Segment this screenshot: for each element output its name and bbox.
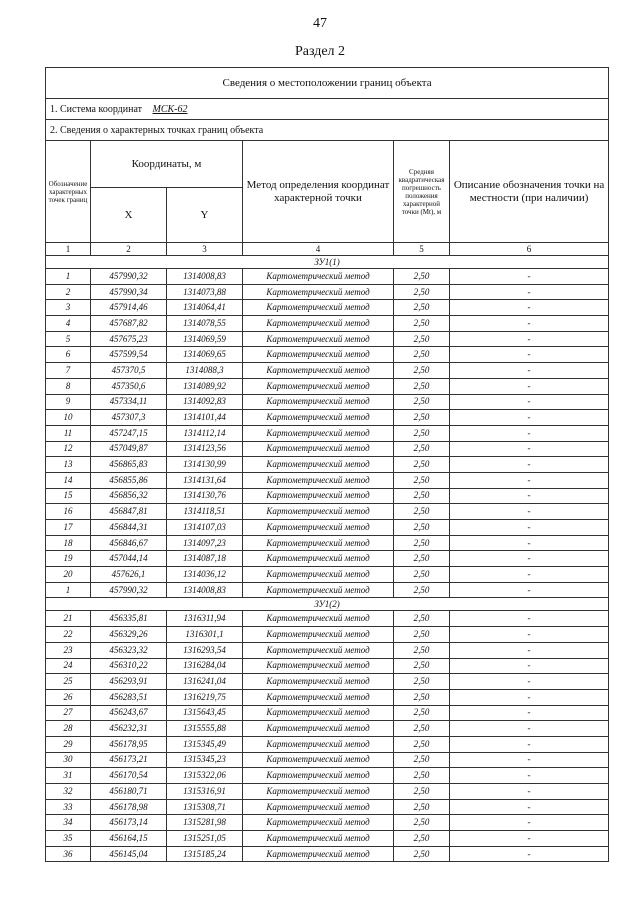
- table-row: [46, 457, 609, 473]
- group-name: ЗУ1(1): [46, 256, 609, 269]
- x-cell: 456178,98: [91, 799, 167, 815]
- y-cell: 1314123,56: [167, 441, 243, 457]
- mt-cell: 2,50: [394, 410, 450, 426]
- description-cell: -: [450, 721, 609, 737]
- method-cell: Картометрический метод: [243, 721, 394, 737]
- description-cell: -: [450, 799, 609, 815]
- point-id-cell: 30: [46, 752, 91, 768]
- x-cell: 457626,1: [91, 567, 167, 583]
- x-cell: 456180,71: [91, 784, 167, 800]
- method-cell: Картометрический метод: [243, 551, 394, 567]
- description-cell: -: [450, 425, 609, 441]
- y-cell: 1314036,12: [167, 567, 243, 583]
- description-cell: -: [450, 642, 609, 658]
- table-row: [46, 611, 609, 627]
- table-row: [46, 567, 609, 583]
- mt-cell: 2,50: [394, 488, 450, 504]
- method-cell: Картометрический метод: [243, 410, 394, 426]
- col-number: 4: [243, 243, 394, 256]
- table-row: [46, 535, 609, 551]
- col-number: 5: [394, 243, 450, 256]
- mt-cell: 2,50: [394, 582, 450, 598]
- coordinate-system-label: 1. Система координат: [50, 103, 143, 115]
- table-title: Сведения о местоположении границ объекта: [46, 68, 609, 99]
- method-cell: Картометрический метод: [243, 269, 394, 285]
- point-id-cell: 24: [46, 658, 91, 674]
- point-id-cell: 19: [46, 551, 91, 567]
- table-row: [46, 642, 609, 658]
- method-cell: Картометрический метод: [243, 441, 394, 457]
- method-cell: Картометрический метод: [243, 784, 394, 800]
- page-number: 47: [313, 16, 327, 31]
- point-id-cell: 28: [46, 721, 91, 737]
- x-cell: 457049,87: [91, 441, 167, 457]
- description-cell: -: [450, 363, 609, 379]
- method-cell: Картометрический метод: [243, 567, 394, 583]
- y-cell: 1315345,23: [167, 752, 243, 768]
- description-cell: -: [450, 347, 609, 363]
- point-id-cell: 26: [46, 689, 91, 705]
- description-cell: -: [450, 674, 609, 690]
- header-x: X: [91, 188, 167, 243]
- col-number: 6: [450, 243, 609, 256]
- point-id-cell: 31: [46, 768, 91, 784]
- y-cell: 1314097,23: [167, 535, 243, 551]
- description-cell: -: [450, 520, 609, 536]
- description-cell: -: [450, 331, 609, 347]
- method-cell: Картометрический метод: [243, 284, 394, 300]
- col-number: 2: [91, 243, 167, 256]
- y-cell: 1315308,71: [167, 799, 243, 815]
- table-row: [46, 784, 609, 800]
- y-cell: 1314008,83: [167, 269, 243, 285]
- method-cell: Картометрический метод: [243, 520, 394, 536]
- x-cell: 456847,81: [91, 504, 167, 520]
- description-cell: -: [450, 410, 609, 426]
- description-cell: -: [450, 627, 609, 643]
- boundary-table: [45, 67, 609, 862]
- mt-cell: 2,50: [394, 535, 450, 551]
- point-id-cell: 1: [46, 269, 91, 285]
- mt-cell: 2,50: [394, 347, 450, 363]
- x-cell: 456865,83: [91, 457, 167, 473]
- method-cell: Картометрический метод: [243, 689, 394, 705]
- description-cell: -: [450, 736, 609, 752]
- point-id-cell: 10: [46, 410, 91, 426]
- y-cell: 1315643,45: [167, 705, 243, 721]
- y-cell: 1315322,06: [167, 768, 243, 784]
- point-id-cell: 18: [46, 535, 91, 551]
- description-cell: -: [450, 784, 609, 800]
- description-cell: -: [450, 551, 609, 567]
- mt-cell: 2,50: [394, 768, 450, 784]
- y-cell: 1316293,54: [167, 642, 243, 658]
- description-cell: -: [450, 300, 609, 316]
- mt-cell: 2,50: [394, 627, 450, 643]
- description-cell: -: [450, 582, 609, 598]
- table-row: [46, 425, 609, 441]
- mt-cell: 2,50: [394, 441, 450, 457]
- y-cell: 1314064,41: [167, 300, 243, 316]
- description-cell: -: [450, 441, 609, 457]
- y-cell: 1314112,14: [167, 425, 243, 441]
- x-cell: 457990,32: [91, 582, 167, 598]
- description-cell: -: [450, 394, 609, 410]
- description-cell: -: [450, 846, 609, 862]
- x-cell: 456293,91: [91, 674, 167, 690]
- table-row: [46, 504, 609, 520]
- x-cell: 456173,14: [91, 815, 167, 831]
- table-row: [46, 378, 609, 394]
- x-cell: 457687,82: [91, 316, 167, 332]
- description-cell: -: [450, 752, 609, 768]
- x-cell: 456855,86: [91, 472, 167, 488]
- x-cell: 456335,81: [91, 611, 167, 627]
- mt-cell: 2,50: [394, 784, 450, 800]
- table-row: [46, 721, 609, 737]
- mt-cell: 2,50: [394, 721, 450, 737]
- method-cell: Картометрический метод: [243, 347, 394, 363]
- point-id-cell: 36: [46, 846, 91, 862]
- point-id-cell: 7: [46, 363, 91, 379]
- x-cell: 457307,3: [91, 410, 167, 426]
- table-row: [46, 441, 609, 457]
- group-row: [46, 598, 609, 611]
- method-cell: Картометрический метод: [243, 316, 394, 332]
- point-id-cell: 5: [46, 331, 91, 347]
- point-id-cell: 34: [46, 815, 91, 831]
- method-cell: Картометрический метод: [243, 768, 394, 784]
- y-cell: 1315345,49: [167, 736, 243, 752]
- x-cell: 457990,32: [91, 269, 167, 285]
- mt-cell: 2,50: [394, 736, 450, 752]
- y-cell: 1314130,99: [167, 457, 243, 473]
- table-row: [46, 284, 609, 300]
- y-cell: 1315555,88: [167, 721, 243, 737]
- table-row: [46, 815, 609, 831]
- description-cell: -: [450, 535, 609, 551]
- header-mt: Средняя квадратическая погрешность положения характерной точки (Mt), м: [394, 141, 450, 243]
- x-cell: 457675,23: [91, 331, 167, 347]
- description-cell: -: [450, 689, 609, 705]
- method-cell: Картометрический метод: [243, 846, 394, 862]
- table-row: [46, 472, 609, 488]
- table-row: [46, 658, 609, 674]
- y-cell: 1315251,05: [167, 831, 243, 847]
- point-id-cell: 23: [46, 642, 91, 658]
- mt-cell: 2,50: [394, 642, 450, 658]
- section-heading: Раздел 2: [294, 44, 346, 59]
- mt-cell: 2,50: [394, 674, 450, 690]
- header-method: Метод определения координат характерной точки: [243, 141, 394, 243]
- method-cell: Картометрический метод: [243, 457, 394, 473]
- y-cell: 1314088,3: [167, 363, 243, 379]
- x-cell: 457044,14: [91, 551, 167, 567]
- point-id-cell: 8: [46, 378, 91, 394]
- mt-cell: 2,50: [394, 658, 450, 674]
- method-cell: Картометрический метод: [243, 831, 394, 847]
- y-cell: 1314073,88: [167, 284, 243, 300]
- description-cell: -: [450, 316, 609, 332]
- point-id-cell: 1: [46, 582, 91, 598]
- table-row: [46, 799, 609, 815]
- x-cell: 456844,31: [91, 520, 167, 536]
- mt-cell: 2,50: [394, 472, 450, 488]
- mt-cell: 2,50: [394, 815, 450, 831]
- header-description: Описание обозначения точки на местности (при наличии): [450, 141, 609, 243]
- table-row: [46, 768, 609, 784]
- y-cell: 1314118,51: [167, 504, 243, 520]
- method-cell: Картометрический метод: [243, 425, 394, 441]
- mt-cell: 2,50: [394, 504, 450, 520]
- table-row: [46, 551, 609, 567]
- description-cell: -: [450, 504, 609, 520]
- description-cell: -: [450, 269, 609, 285]
- method-cell: Картометрический метод: [243, 378, 394, 394]
- mt-cell: 2,50: [394, 520, 450, 536]
- x-cell: 457914,46: [91, 300, 167, 316]
- mt-cell: 2,50: [394, 363, 450, 379]
- y-cell: 1314131,64: [167, 472, 243, 488]
- mt-cell: 2,50: [394, 567, 450, 583]
- y-cell: 1314101,44: [167, 410, 243, 426]
- table-row: [46, 627, 609, 643]
- point-id-cell: 4: [46, 316, 91, 332]
- mt-cell: 2,50: [394, 269, 450, 285]
- description-cell: -: [450, 284, 609, 300]
- header-coordinates: Координаты, м: [91, 141, 243, 188]
- method-cell: Картометрический метод: [243, 472, 394, 488]
- x-cell: 457247,15: [91, 425, 167, 441]
- description-cell: -: [450, 472, 609, 488]
- table-row: [46, 331, 609, 347]
- description-cell: -: [450, 567, 609, 583]
- point-id-cell: 25: [46, 674, 91, 690]
- point-id-cell: 12: [46, 441, 91, 457]
- col-number: 3: [167, 243, 243, 256]
- point-id-cell: 32: [46, 784, 91, 800]
- point-id-cell: 6: [46, 347, 91, 363]
- description-cell: -: [450, 658, 609, 674]
- method-cell: Картометрический метод: [243, 799, 394, 815]
- table-row: [46, 831, 609, 847]
- table-row: [46, 674, 609, 690]
- y-cell: 1314089,92: [167, 378, 243, 394]
- table-row: [46, 736, 609, 752]
- table-row: [46, 300, 609, 316]
- point-id-cell: 2: [46, 284, 91, 300]
- x-cell: 456178,95: [91, 736, 167, 752]
- y-cell: 1315185,24: [167, 846, 243, 862]
- method-cell: Картометрический метод: [243, 752, 394, 768]
- point-id-cell: 11: [46, 425, 91, 441]
- coordinate-system-value: МСК-62: [152, 103, 188, 115]
- point-id-cell: 3: [46, 300, 91, 316]
- method-cell: Картометрический метод: [243, 627, 394, 643]
- mt-cell: 2,50: [394, 551, 450, 567]
- point-id-cell: 22: [46, 627, 91, 643]
- points-section-label: 2. Сведения о характерных точках границ объекта: [46, 120, 609, 141]
- description-cell: -: [450, 831, 609, 847]
- point-id-cell: 16: [46, 504, 91, 520]
- mt-cell: 2,50: [394, 752, 450, 768]
- mt-cell: 2,50: [394, 300, 450, 316]
- mt-cell: 2,50: [394, 378, 450, 394]
- method-cell: Картометрический метод: [243, 394, 394, 410]
- y-cell: 1314008,83: [167, 582, 243, 598]
- method-cell: Картометрический метод: [243, 504, 394, 520]
- group-row: [46, 256, 609, 269]
- mt-cell: 2,50: [394, 611, 450, 627]
- x-cell: 456170,54: [91, 768, 167, 784]
- table-row: [46, 316, 609, 332]
- mt-cell: 2,50: [394, 316, 450, 332]
- y-cell: 1314130,76: [167, 488, 243, 504]
- method-cell: Картометрический метод: [243, 535, 394, 551]
- y-cell: 1316301,1: [167, 627, 243, 643]
- y-cell: 1315316,91: [167, 784, 243, 800]
- x-cell: 456310,22: [91, 658, 167, 674]
- table-row: [46, 410, 609, 426]
- point-id-cell: 13: [46, 457, 91, 473]
- point-id-cell: 9: [46, 394, 91, 410]
- description-cell: -: [450, 457, 609, 473]
- point-id-cell: 27: [46, 705, 91, 721]
- x-cell: 456856,32: [91, 488, 167, 504]
- group-name: ЗУ1(2): [46, 598, 609, 611]
- method-cell: Картометрический метод: [243, 736, 394, 752]
- y-cell: 1314069,59: [167, 331, 243, 347]
- table-row: [46, 689, 609, 705]
- mt-cell: 2,50: [394, 799, 450, 815]
- mt-cell: 2,50: [394, 705, 450, 721]
- x-cell: 457990,34: [91, 284, 167, 300]
- header-y: Y: [167, 188, 243, 243]
- method-cell: Картометрический метод: [243, 674, 394, 690]
- y-cell: 1314107,03: [167, 520, 243, 536]
- description-cell: -: [450, 705, 609, 721]
- description-cell: -: [450, 488, 609, 504]
- table-row: [46, 752, 609, 768]
- method-cell: Картометрический метод: [243, 815, 394, 831]
- x-cell: 457350,6: [91, 378, 167, 394]
- point-id-cell: 17: [46, 520, 91, 536]
- x-cell: 457599,54: [91, 347, 167, 363]
- mt-cell: 2,50: [394, 284, 450, 300]
- x-cell: 457334,11: [91, 394, 167, 410]
- y-cell: 1314092,83: [167, 394, 243, 410]
- point-id-cell: 29: [46, 736, 91, 752]
- mt-cell: 2,50: [394, 689, 450, 705]
- y-cell: 1314087,18: [167, 551, 243, 567]
- x-cell: 456164,15: [91, 831, 167, 847]
- method-cell: Картометрический метод: [243, 331, 394, 347]
- point-id-cell: 14: [46, 472, 91, 488]
- table-row: [46, 394, 609, 410]
- table-row: [46, 582, 609, 598]
- table-row: [46, 705, 609, 721]
- method-cell: Картометрический метод: [243, 642, 394, 658]
- y-cell: 1316219,75: [167, 689, 243, 705]
- mt-cell: 2,50: [394, 831, 450, 847]
- col-number: 1: [46, 243, 91, 256]
- method-cell: Картометрический метод: [243, 363, 394, 379]
- x-cell: 456323,32: [91, 642, 167, 658]
- method-cell: Картометрический метод: [243, 300, 394, 316]
- x-cell: 456232,31: [91, 721, 167, 737]
- table-row: [46, 846, 609, 862]
- table-row: [46, 520, 609, 536]
- point-id-cell: 33: [46, 799, 91, 815]
- description-cell: -: [450, 611, 609, 627]
- method-cell: Картометрический метод: [243, 705, 394, 721]
- point-id-cell: 35: [46, 831, 91, 847]
- x-cell: 457370,5: [91, 363, 167, 379]
- mt-cell: 2,50: [394, 331, 450, 347]
- method-cell: Картометрический метод: [243, 658, 394, 674]
- y-cell: 1315281,98: [167, 815, 243, 831]
- x-cell: 456283,51: [91, 689, 167, 705]
- coordinate-system-row: [46, 99, 609, 120]
- table-row: [46, 347, 609, 363]
- x-cell: 456243,67: [91, 705, 167, 721]
- y-cell: 1314078,55: [167, 316, 243, 332]
- y-cell: 1314069,65: [167, 347, 243, 363]
- table-row: [46, 363, 609, 379]
- method-cell: Картометрический метод: [243, 611, 394, 627]
- mt-cell: 2,50: [394, 457, 450, 473]
- table-row: [46, 488, 609, 504]
- x-cell: 456173,21: [91, 752, 167, 768]
- mt-cell: 2,50: [394, 846, 450, 862]
- x-cell: 456329,26: [91, 627, 167, 643]
- y-cell: 1316284,04: [167, 658, 243, 674]
- mt-cell: 2,50: [394, 425, 450, 441]
- point-id-cell: 21: [46, 611, 91, 627]
- x-cell: 456846,67: [91, 535, 167, 551]
- y-cell: 1316311,94: [167, 611, 243, 627]
- description-cell: -: [450, 815, 609, 831]
- method-cell: Картометрический метод: [243, 488, 394, 504]
- table-row: [46, 269, 609, 285]
- header-designation: Обозначение характерных точек границ: [46, 141, 91, 243]
- method-cell: Картометрический метод: [243, 582, 394, 598]
- point-id-cell: 15: [46, 488, 91, 504]
- x-cell: 456145,04: [91, 846, 167, 862]
- description-cell: -: [450, 768, 609, 784]
- mt-cell: 2,50: [394, 394, 450, 410]
- y-cell: 1316241,04: [167, 674, 243, 690]
- description-cell: -: [450, 378, 609, 394]
- point-id-cell: 20: [46, 567, 91, 583]
